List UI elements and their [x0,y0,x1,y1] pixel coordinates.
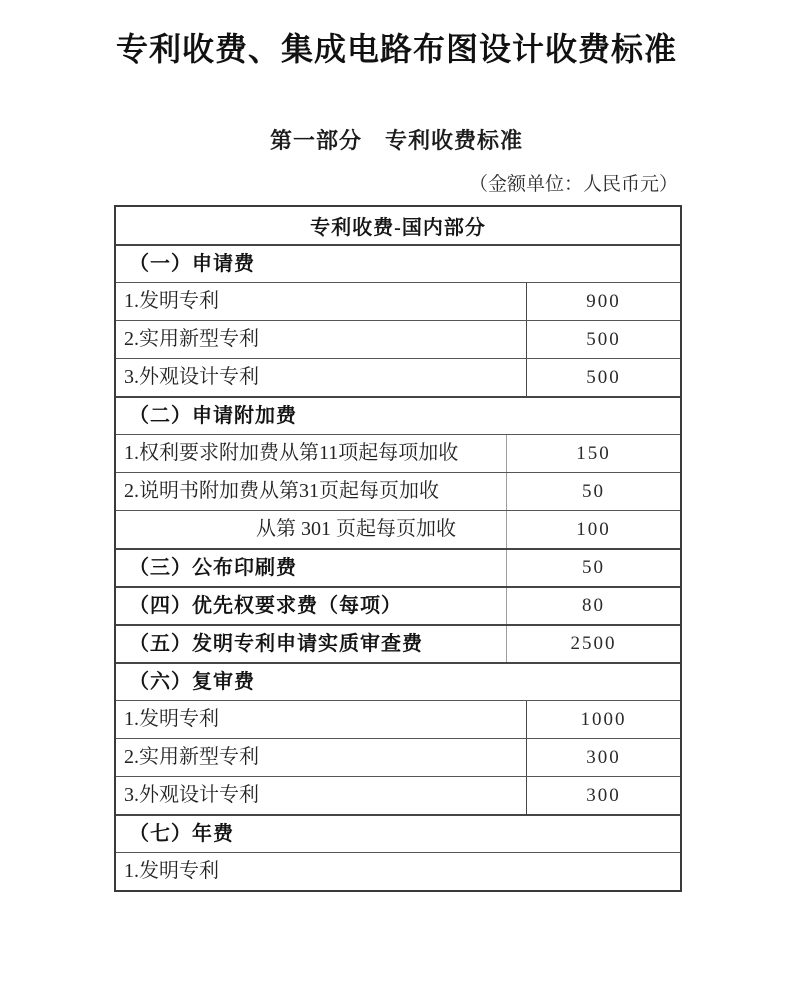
row-label: （一）申请费 [129,252,255,275]
table-row [116,776,680,814]
table-row [116,282,680,320]
row-label: 2.说明书附加费从第31页起每页加收 [124,480,439,502]
row-label: （六）复审费 [129,670,255,693]
row-label: 1.权利要求附加费从第11项起每项加收 [124,442,459,464]
section-row [116,396,680,434]
row-label: （四）优先权要求费（每项） [129,594,402,617]
section-row [116,244,680,282]
section-row [116,586,680,624]
section-row [116,814,680,852]
table-row [116,738,680,776]
row-label: 1.发明专利 [124,290,219,312]
row-label: 2.实用新型专利 [124,746,259,768]
section-row [116,624,680,662]
row-amount: 2500 [506,626,680,662]
row-amount: 100 [506,511,680,548]
row-amount: 300 [526,777,680,814]
row-amount: 500 [526,321,680,358]
row-amount: 500 [526,359,680,396]
row-label: 3.外观设计专利 [124,366,259,388]
row-amount: 50 [506,550,680,586]
table-row [116,510,680,548]
row-label: （七）年费 [129,822,234,845]
row-label: 2.实用新型专利 [124,328,259,350]
row-label: （三）公布印刷费 [129,556,297,579]
row-label: 从第 301 页起每页加收 [256,518,456,540]
table-row [116,852,680,890]
document-title: 专利收费、集成电路布图设计收费标准 [115,31,677,67]
table-row [116,472,680,510]
row-amount: 80 [506,588,680,624]
table-row [116,358,680,396]
part-heading: 第一部分 专利收费标准 [269,128,523,153]
row-label: 1.发明专利 [124,708,219,730]
row-amount: 300 [526,739,680,776]
row-amount: 1000 [526,701,680,738]
fee-table [114,205,682,892]
section-row [116,662,680,700]
row-label: 3.外观设计专利 [124,784,259,806]
row-amount: 50 [506,473,680,510]
table-row [116,700,680,738]
unit-note: （金额单位：人民币元） [468,174,678,195]
row-amount: 150 [506,435,680,472]
section-row [116,548,680,586]
table-row [116,434,680,472]
row-label: 1.发明专利 [124,860,219,882]
fee-table-header: 专利收费-国内部分 [310,217,486,239]
row-amount: 900 [526,283,680,320]
row-label: （五）发明专利申请实质审查费 [129,632,423,655]
row-label: （二）申请附加费 [129,404,297,427]
table-row [116,320,680,358]
